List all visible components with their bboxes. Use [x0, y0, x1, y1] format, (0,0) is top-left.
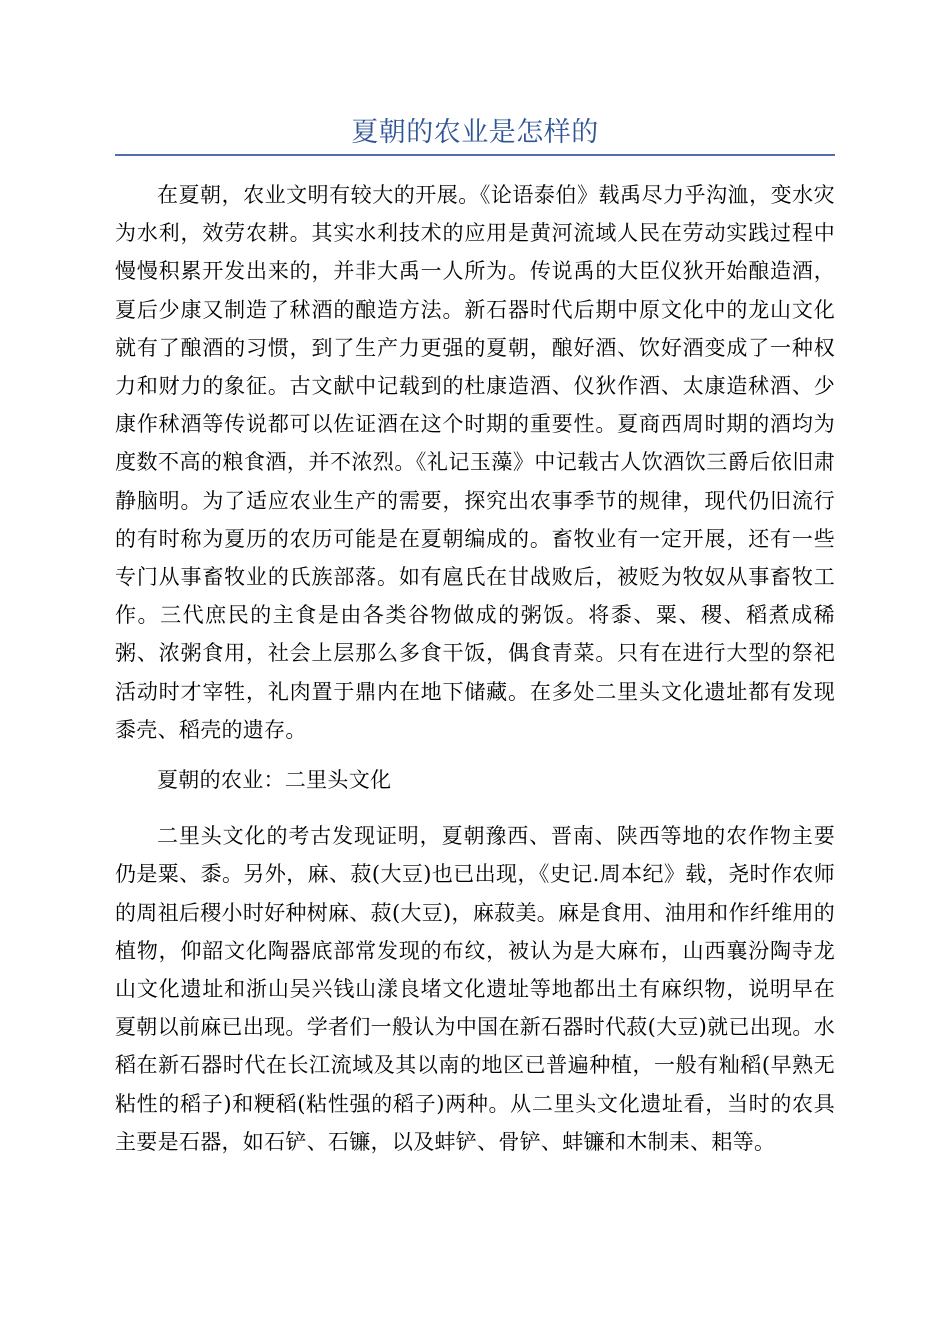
document-body	[115, 176, 835, 1161]
section-heading: 夏朝的农业：二里头文化	[157, 768, 392, 793]
paragraph-erlitou: 二里头文化的考古发现证明，夏朝豫西、晋南、陕西等地的农作物主要仍是粟、黍。另外，麻、菽(大豆)也已出现，《史记.周本纪》载，尧时作农师的周祖后稷小时好种树麻、菽(大豆)，麻菽美。麻是食用、油用和作纤维用的植物，仰韶文化陶器底部常发现的布纹，被认为是大麻布，山西襄汾陶寺龙山文化遗址和浙山吴兴钱山漾良堵文化遗址等地都出土有麻织物，说明早在夏朝以前麻已出现。学者们一般认为中国在新石器时代菽(大豆)就已出现。水稻在新石器时代在长江流域及其以南的地区已普遍种植，一般有籼稻(早熟无粘性的稻子)和粳稻(粘性强的稻子)两种。从二里头文化遗址看，当时的农具主要是石器，如石铲、石镰，以及蚌铲、骨铲、蚌镰和木制耒、耜等。	[115, 824, 835, 1154]
paragraph-intro: 在夏朝，农业文明有较大的开展。《论语泰伯》载禹尽力乎沟洫，变水灾为水利，效劳农耕。其实水利技术的应用是黄河流域人民在劳动实践过程中慢慢积累开发出来的，并非大禹一人所为。传说禹的大臣仪狄开始酿造酒，夏后少康又制造了秫酒的酿造方法。新石器时代后期中原文化中的龙山文化就有了酿酒的习惯，到了生产力更强的夏朝，酿好酒、饮好酒变成了一种权力和财力的象征。古文献中记载到的杜康造酒、仪狄作酒、太康造秫酒、少康作秫酒等传说都可以佐证酒在这个时期的重要性。夏商西周时期的酒均为度数不高的粮食酒，并不浓烈。《礼记玉藻》中记载古人饮酒饮三爵后依旧肃静脑明。为了适应农业生产的需要，探究出农事季节的规律，现代仍旧流行的有时称为夏历的农历可能是在夏朝编成的。畜牧业有一定开展，还有一些专门从事畜牧业的氏族部落。如有扈氏在甘战败后，被贬为牧奴从事畜牧工作。三代庶民的主食是由各类谷物做成的粥饭。将黍、粟、稷、稻煮成稀粥、浓粥食用，社会上层那么多食干饭，偶食青菜。只有在进行大型的祭祀活动时才宰牲，礼肉置于鼎内在地下储藏。在多处二里头文化遗址都有发现黍壳、稻壳的遗存。	[115, 183, 835, 742]
title-underline	[115, 154, 835, 156]
page-title: 夏朝的农业是怎样的	[351, 117, 599, 148]
